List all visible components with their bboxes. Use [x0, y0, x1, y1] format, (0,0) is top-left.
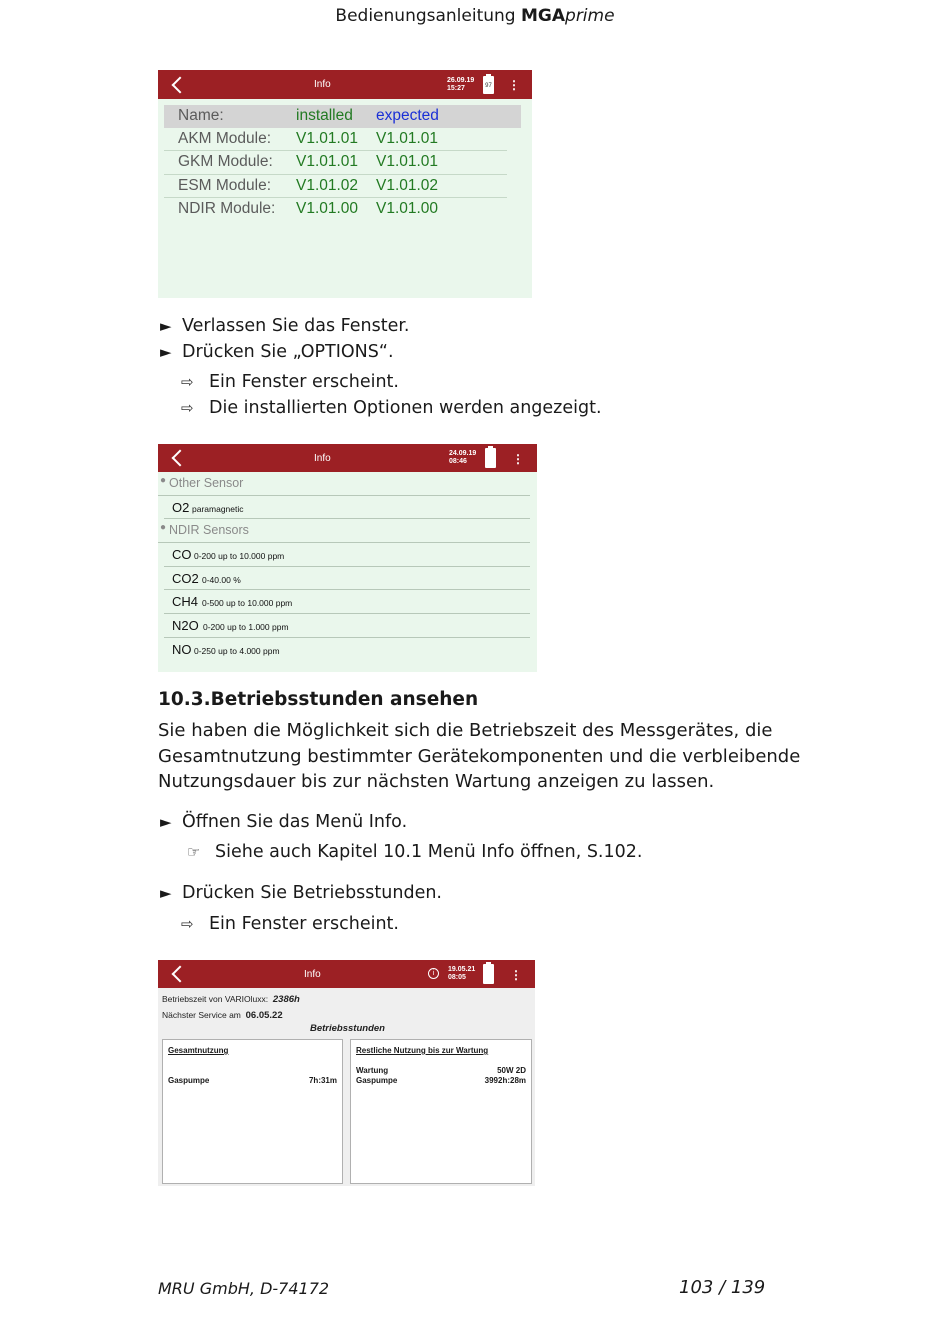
table-row: GKM Module: V1.01.01 V1.01.01: [164, 151, 507, 175]
battery-icon: [485, 448, 496, 468]
screenshot-operating-hours: [158, 960, 535, 1186]
battery-icon: 97: [483, 76, 494, 94]
menu-kebab-icon[interactable]: ⋮: [508, 78, 520, 92]
next-service-line: Nächster Service am 06.05.22: [162, 1010, 283, 1021]
usage-row: Gaspumpe 7h:31m: [168, 1076, 337, 1085]
table-row: ESM Module: V1.01.02 V1.01.02: [164, 175, 507, 199]
list-item: CH4 0-500 up to 10.000 ppm: [164, 590, 530, 614]
instruction-result: ⇨ Ein Fenster erscheint.: [181, 372, 399, 392]
screenshot-installed-options: [158, 444, 537, 672]
usage-row: Wartung 50W 2D: [356, 1066, 526, 1075]
total-usage-panel: [162, 1039, 343, 1184]
screen-title: Info: [314, 453, 331, 464]
panel-title: Restliche Nutzung bis zur Wartung: [356, 1046, 489, 1055]
list-item: N2O 0-200 up to 1.000 ppm: [164, 614, 530, 638]
back-arrow-icon[interactable]: [172, 450, 189, 467]
instruction-step: ► Drücken Sie „OPTIONS“.: [160, 342, 394, 362]
list-item: CO2 0-40.00 %: [164, 567, 530, 591]
instruction-result: ⇨ Ein Fenster erscheint.: [181, 914, 399, 934]
section-paragraph: Sie haben die Möglichkeit sich die Betriebszeit des Messgerätes, die Gesamtnutzung bestimmter Gerätekomponenten und die verbleibende Nutzungsdauer bis zur nächsten Wartung anzeigen zu lassen.: [158, 720, 801, 792]
date-time: 19.05.21 08:05: [448, 966, 476, 981]
runtime-line: Betriebszeit von VARIOluxx: 2386h: [162, 994, 300, 1005]
back-arrow-icon[interactable]: [172, 76, 189, 93]
date-time: 26.09.19 15:27: [447, 77, 475, 92]
brand-name: MGA: [521, 6, 566, 26]
title-bar: [158, 70, 532, 99]
category-header: ● NDIR Sensors: [158, 519, 530, 543]
cross-reference: ☞ Siehe auch Kapitel 10.1 Menü Info öffnen, S.102.: [187, 842, 643, 862]
battery-icon: [483, 964, 494, 984]
table-row: AKM Module: V1.01.01 V1.01.01: [164, 128, 507, 152]
page-number: 103 / 139: [679, 1277, 766, 1298]
menu-kebab-icon[interactable]: ⋮: [510, 968, 522, 982]
instruction-step: ► Verlassen Sie das Fenster.: [160, 316, 410, 336]
screenshot-module-versions: [158, 70, 532, 298]
version-table-header: Name: installed expected: [164, 105, 521, 128]
header-prefix: Bedienungsanleitung: [335, 6, 516, 26]
table-row: NDIR Module: V1.01.00 V1.01.00: [178, 200, 439, 217]
panel-title: Gesamtnutzung: [168, 1046, 229, 1055]
category-header: ● Other Sensor: [158, 472, 530, 496]
list-item: O2 paramagnetic: [164, 496, 530, 520]
back-arrow-icon[interactable]: [172, 966, 189, 983]
list-item: NO 0-250 up to 4.000 ppm: [172, 641, 280, 657]
footer-company: MRU GmbH, D-74172: [158, 1279, 330, 1298]
instruction-step: ► Drücken Sie Betriebsstunden.: [160, 883, 442, 903]
instruction-result: ⇨ Die installierten Optionen werden angezeigt.: [181, 398, 602, 418]
list-item: CO 0-200 up to 10.000 ppm: [164, 543, 530, 567]
section-title: 10.3.Betriebsstunden ansehen: [158, 689, 479, 710]
screen-title: Info: [304, 969, 321, 980]
title-bar: [158, 444, 537, 472]
usage-row: Gaspumpe 3992h:28m: [356, 1076, 526, 1085]
instruction-step: ► Öffnen Sie das Menü Info.: [160, 812, 408, 832]
info-icon[interactable]: i: [428, 968, 439, 979]
date-time: 24.09.19 08:46: [449, 450, 477, 465]
title-bar: [158, 960, 535, 988]
operating-hours-heading: Betriebsstunden: [310, 1023, 385, 1034]
options-list: [158, 472, 530, 661]
version-table: [164, 105, 521, 221]
remaining-usage-panel: [350, 1039, 532, 1184]
page-header: [0, 6, 950, 26]
menu-kebab-icon[interactable]: ⋮: [512, 452, 524, 466]
brand-suffix: prime: [565, 6, 615, 26]
screen-title: Info: [314, 79, 331, 90]
